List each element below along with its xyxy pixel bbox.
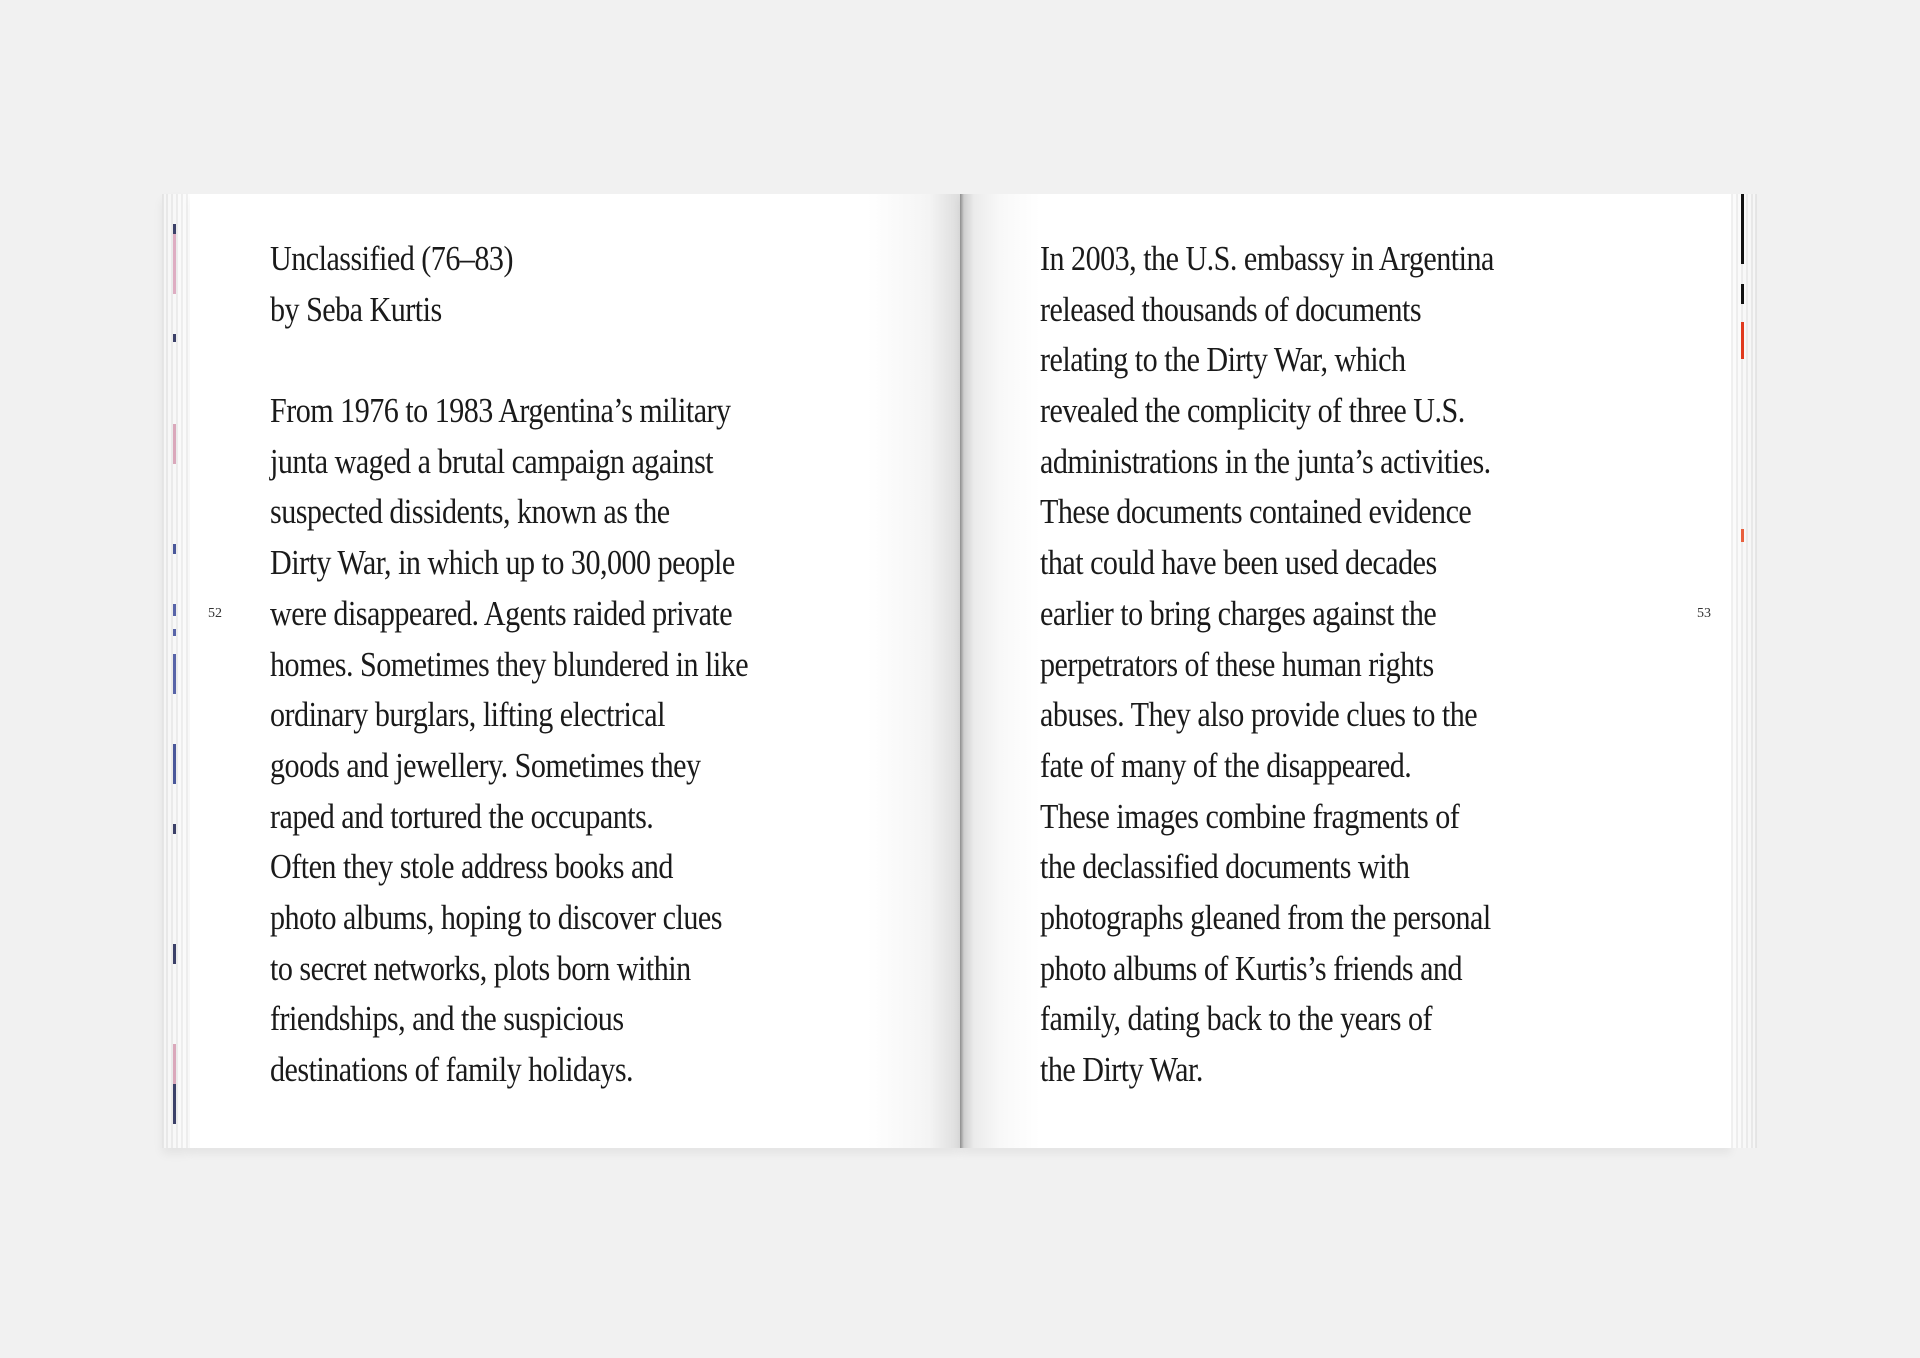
text-line: family, dating back to the years of bbox=[1040, 999, 1433, 1039]
text-line: junta waged a brutal campaign against bbox=[270, 441, 714, 481]
text-line: suspected dissidents, known as the bbox=[270, 492, 670, 532]
text-line: were disappeared. Agents raided private bbox=[270, 593, 733, 633]
text-line: the Dirty War. bbox=[1040, 1050, 1203, 1089]
text-line: that could have been used decades bbox=[1040, 543, 1437, 583]
left-page-text bbox=[270, 234, 748, 1096]
text-line: destinations of family holidays. bbox=[270, 1050, 634, 1089]
text-line: raped and tortured the occupants. bbox=[270, 796, 654, 836]
text-line: Dirty War, in which up to 30,000 people bbox=[270, 543, 735, 583]
text-line: In 2003, the U.S. embassy in Argentina bbox=[1040, 239, 1494, 278]
page-number-right: 53 bbox=[1697, 606, 1711, 621]
text-line: friendships, and the suspicious bbox=[270, 999, 624, 1039]
text-line: fate of many of the disappeared. bbox=[1040, 745, 1412, 785]
text-line: photo albums, hoping to discover clues bbox=[270, 897, 722, 937]
text-line: released thousands of documents bbox=[1040, 289, 1422, 329]
text-line: These images combine fragments of bbox=[1040, 796, 1460, 836]
text-line: goods and jewellery. Sometimes they bbox=[270, 745, 701, 785]
text-line: photographs gleaned from the personal bbox=[1040, 897, 1491, 937]
right-edge-color-marks bbox=[1741, 194, 1744, 554]
text-line: administrations in the junta’s activities. bbox=[1040, 441, 1491, 481]
text-line: perpetrators of these human rights bbox=[1040, 644, 1434, 684]
left-page bbox=[190, 194, 960, 1148]
paragraph-gap bbox=[270, 335, 748, 386]
page-number-left: 52 bbox=[208, 606, 222, 621]
text-line: revealed the complicity of three U.S. bbox=[1040, 391, 1465, 431]
essay-byline: by Seba Kurtis bbox=[270, 289, 442, 329]
text-line: From 1976 to 1983 Argentina’s military bbox=[270, 391, 731, 431]
right-page bbox=[960, 194, 1731, 1148]
text-line: to secret networks, plots born within bbox=[270, 948, 691, 988]
text-line: abuses. They also provide clues to the bbox=[1040, 695, 1478, 735]
left-page-stack-edge bbox=[162, 194, 190, 1148]
text-line: earlier to bring charges against the bbox=[1040, 593, 1437, 633]
right-page-text bbox=[1040, 234, 1494, 1096]
text-line: These documents contained evidence bbox=[1040, 492, 1472, 532]
text-line: ordinary burglars, lifting electrical bbox=[270, 695, 665, 735]
book-spread bbox=[162, 194, 1757, 1148]
right-page-stack-edge bbox=[1731, 194, 1757, 1148]
essay-title: Unclassified (76–83) bbox=[270, 239, 513, 278]
text-line: relating to the Dirty War, which bbox=[1040, 340, 1406, 380]
text-line: homes. Sometimes they blundered in like bbox=[270, 644, 749, 684]
left-edge-color-marks bbox=[173, 224, 176, 1124]
text-line: Often they stole address books and bbox=[270, 847, 673, 887]
text-line: the declassified documents with bbox=[1040, 847, 1410, 887]
text-line: photo albums of Kurtis’s friends and bbox=[1040, 948, 1463, 988]
